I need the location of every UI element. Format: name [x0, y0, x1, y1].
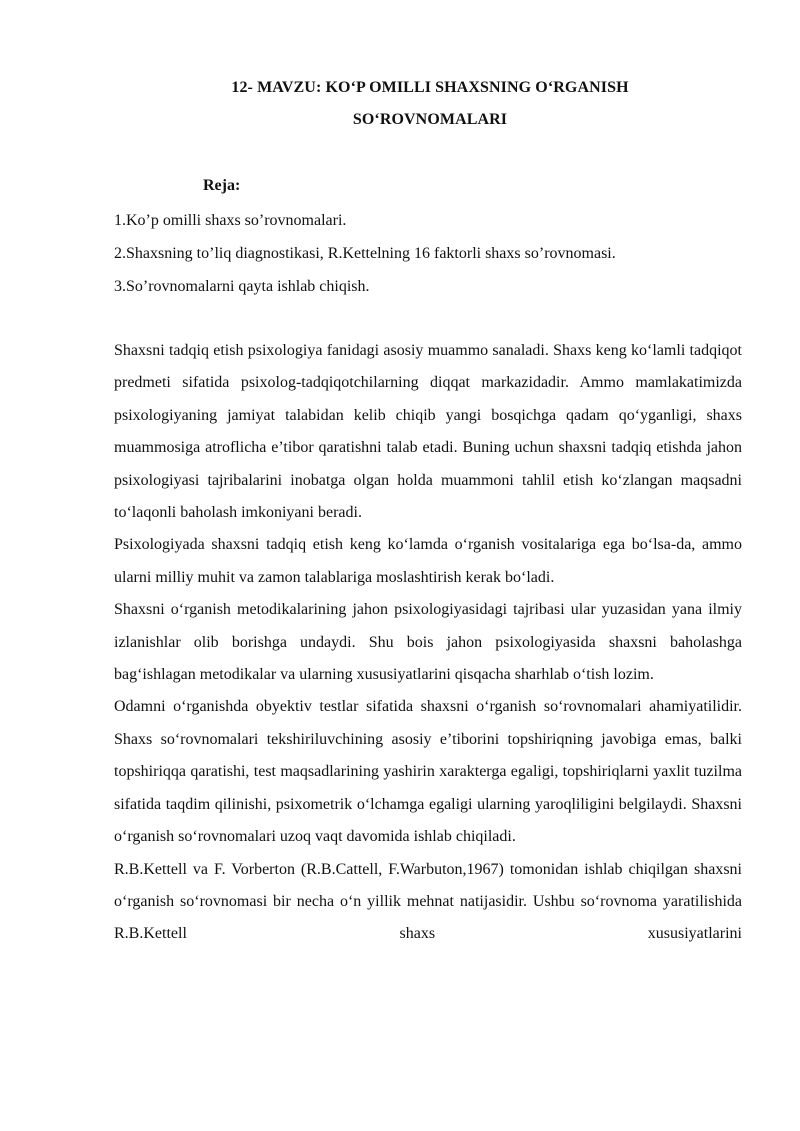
- body-paragraph: Odamni o‘rganishda obyektiv testlar sifatida shaxsni o‘rganish so‘rovnomalari ahamiyatilidir. Shaxs so‘rovnomalari tekshiriluvchining asosiy e’tiborini topshiriqning javobiga emas, balki topshiriqqa qaratishi, test maqsadlarining yashirin xarakterga egaligi, topshiriqlarni yaxlit tuzilma sifatida taqdim qilinishi, psixometrik o‘lchamga egaligi ularning yaroqliligini belgilaydi. Shaxsni o‘rganish so‘rovnomalari uzoq vaqt davomida ishlab chiqiladi.: [114, 698, 742, 846]
- body-paragraph: Shaxsni tadqiq etish psixologiya fanidagi asosiy muammo sanaladi. Shaxs keng ko‘lamli tadqiqot predmeti sifatida psixolog-tadqiqotchilarning diqqat markazidadir. Ammo mamlakatimizda psixologiyaning jamiyat talabidan kelib chiqib yangi bosqichga qadam qo‘yganligi, shaxs muammosiga atroflicha e’tibor qaratishni talab etadi. Buning uchun shaxsni tadqiq etishda jahon psixologiyasi tajribalarini inobatga olgan holda muammoni tahlil etish ko‘zlangan maqsadni to‘laqonli baholash imkoniyani beradi.: [114, 342, 742, 522]
- body-paragraph: R.B.Kettell va F. Vorberton (R.B.Cattell, F.Warbuton,1967) tomonidan ishlab chiqilgan shaxsni o‘rganish so‘rovnomasi bir necha o‘n yillik mehnat natijasidir. Ushbu so‘rovnoma yaratilishida R.B.Kettell shaxs xususiyatlarini: [114, 860, 742, 943]
- document-body: [114, 335, 742, 951]
- body-paragraph: Psixologiyada shaxsni tadqiq etish keng ko‘lamda o‘rganish vositalariga ega bo‘lsa-da, ammo ularni milliy muhit va zamon talablariga moslashtirish kerak bo‘ladi.: [114, 536, 742, 586]
- plan-list: [114, 204, 754, 303]
- plan-heading: Reja:: [203, 177, 241, 194]
- plan-item: 1.Ko’p omilli shaxs so’rovnomalari.: [114, 212, 347, 229]
- plan-item: 2.Shaxsning to’liq diagnostikasi, R.Kettelning 16 faktorli shaxs so’rovnomasi.: [114, 245, 616, 262]
- body-paragraph: Shaxsni o‘rganish metodikalarining jahon psixologiyasidagi tajribasi ular yuzasidan yana ilmiy izlanishlar olib borishga undaydi. Shu bois jahon psixologiyasida shaxsni baholashga bag‘ishlagan metodikalar va ularning xususiyatlarini qisqacha sharhlab o‘tish lozim.: [114, 601, 742, 684]
- document-title-line-2: SO‘ROVNOMALARI: [352, 111, 508, 128]
- plan-item: 3.So’rovnomalarni qayta ishlab chiqish.: [114, 278, 370, 295]
- document-title-line-1: 12- MAVZU: KO‘P OMILLI SHAXSNING O‘RGANISH: [231, 79, 629, 96]
